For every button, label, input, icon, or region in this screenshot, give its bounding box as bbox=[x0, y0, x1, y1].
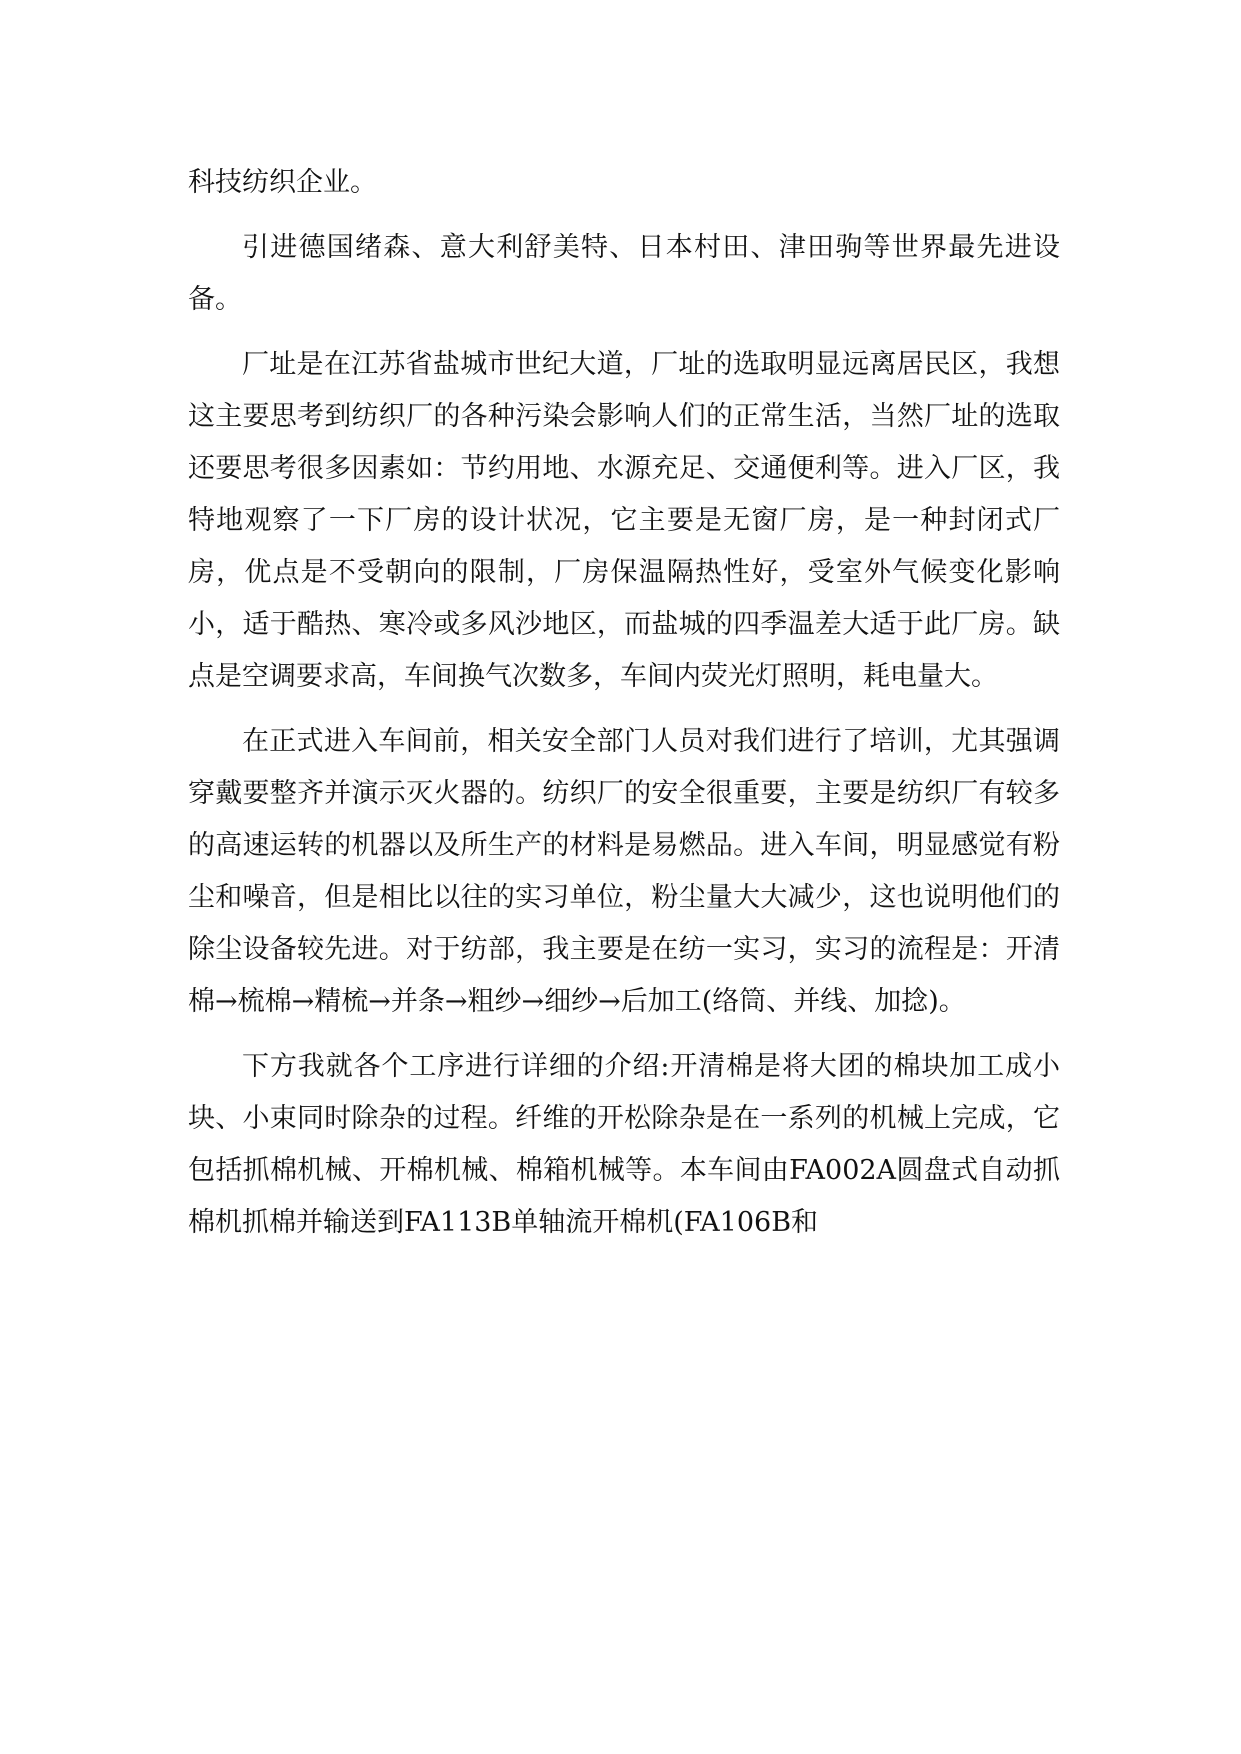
paragraph-continued: 科技纺织企业。 bbox=[188, 167, 377, 198]
paragraph-factory-site: 厂址是在江苏省盐城市世纪大道，厂址的选取明显远离居民区，我想这主要思考到纺织厂的各种污染会影响人们的正常生活，当然厂址的选取还要思考很多因素如：节约用地、水源充足、交通便利等。进入厂区，我特地观察了一下厂房的设计状况，它主要是无窗厂房，是一种封闭式厂房，优点是不受朝向的限制，厂房保温隔热性好，受室外气候变化影响小，适于酷热、寒冷或多风沙地区，而盐城的四季温差大适于此厂房。缺点是空调要求高，车间换气次数多，车间内荧光灯照明，耗电量大。 bbox=[188, 349, 1060, 692]
paragraph-process-intro: 下方我就各个工序进行详细的介绍:开清棉是将大团的棉块加工成小块、小束同时除杂的过程。纤维的开松除杂是在一系列的机械上完成，它包括抓棉机械、开棉机械、棉箱机械等。本车间由FA002A圆盘式自动抓棉机抓棉并输送到FA113B单轴流开棉机(FA106B和 bbox=[188, 1051, 1060, 1238]
document-body bbox=[188, 157, 1060, 1262]
paragraph-equipment: 引进德国绪森、意大利舒美特、日本村田、津田驹等世界最先进设备。 bbox=[188, 232, 1060, 315]
paragraph-safety-training: 在正式进入车间前，相关安全部门人员对我们进行了培训，尤其强调穿戴要整齐并演示灭火器的。纺织厂的安全很重要，主要是纺织厂有较多的高速运转的机器以及所生产的材料是易燃品。进入车间，明显感觉有粉尘和噪音，但是相比以往的实习单位，粉尘量大大减少，这也说明他们的除尘设备较先进。对于纺部，我主要是在纺一实习，实习的流程是：开清棉→梳棉→精梳→并条→粗纱→细纱→后加工(络筒、并线、加捻)。 bbox=[188, 726, 1060, 1017]
